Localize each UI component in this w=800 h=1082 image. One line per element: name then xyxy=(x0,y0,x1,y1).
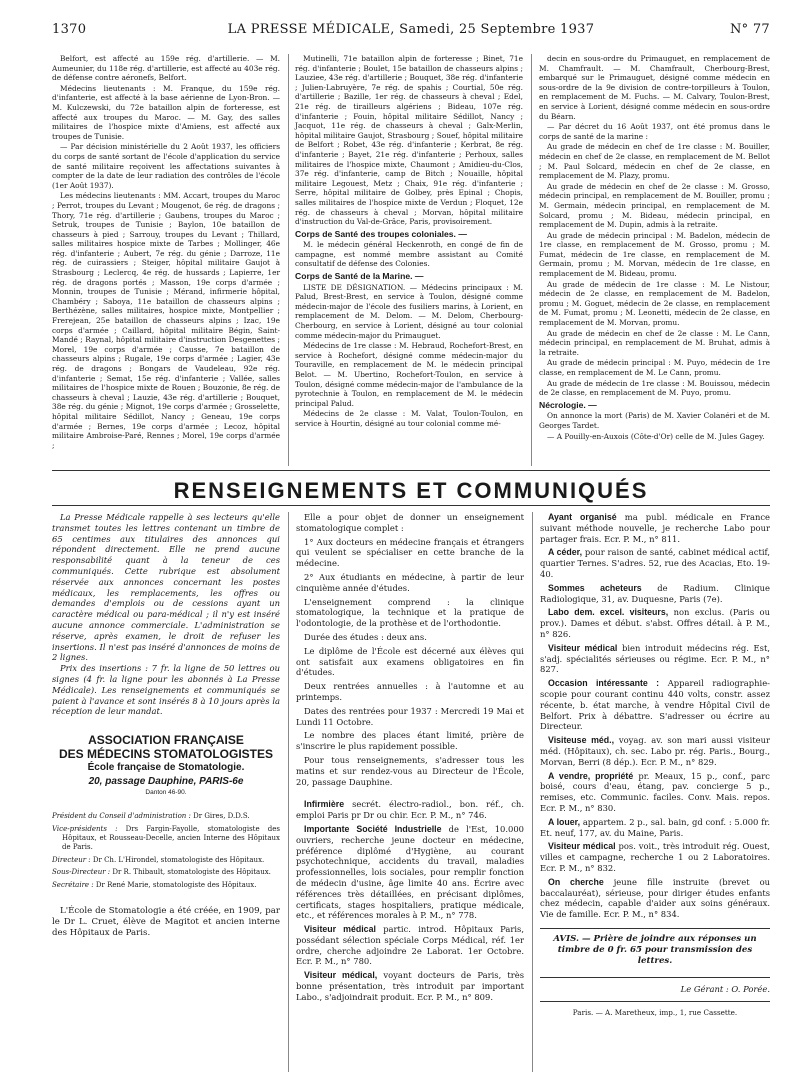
board-name: Drs Fargin-Fayolle, stomatologiste des Hôpitaux, et Rousseau-Decelle, ancien Interne des Hôpitaux de Paris. xyxy=(62,824,280,852)
ad-text: partic. introd. Hôpitaux Paris, possédant sélection spéciale Corps Médical, réf. 1er ordre, cherche adjoindre 2e Laborat. 1er Octobre. Ecr. P. M., n° 780. xyxy=(296,924,524,967)
ad-heading: A louer, xyxy=(548,816,581,827)
notice-paragraph: Prix des insertions : 7 fr. la ligne de 50 lettres ou signes (4 fr. la ligne pour les abonnés à La Presse Médicale). Les renseignements et communiqués se paient à l'avance et sont insérés 8 à 10 jours après la réception de leur mandat. xyxy=(52,663,280,717)
ad-heading: Occasion intéressante : xyxy=(548,678,660,689)
board-name: Dr Ch. L'Hirondel, stomatologiste des Hôpitaux. xyxy=(92,855,265,864)
ad-text: pour raison de santé, cabinet médical actif, quartier Ternes. S'adres. 52, rue des Acacias, Eto. 19-40. xyxy=(540,547,770,579)
ad-text: secrét. électro-radiol., bon. réf., ch. emploi Paris pr Dr ou chir. Ecr. P. M., n° 746. xyxy=(296,799,524,821)
paragraph: 2° Aux étudiants en médecine, à partir de leur cinquième année d'études. xyxy=(296,571,524,593)
paragraph: Durée des études : deux ans. xyxy=(304,631,427,642)
ad-text: voyag. av. son mari aussi visiteur méd. (Hôpitaux), ch. sec. Labo pr. rég. Paris., Bourg., Morvan, Berri (8 dép.). Ecr. P. M., n° 829. xyxy=(540,735,770,767)
ad-heading: Visiteur médical, xyxy=(304,970,378,981)
section-heading-colonial: Corps de Santé des troupes coloniales. — xyxy=(295,228,467,239)
column-3 xyxy=(539,54,770,442)
paragraph: — A Pouilly-en-Auxois (Côte-d'Or) celle de M. Jules Gagey. xyxy=(547,431,765,441)
section-banner: RENSEIGNEMENTS ET COMMUNIQUÉS xyxy=(173,478,649,503)
ad-heading: Visiteur médical xyxy=(304,924,376,935)
classified-ad xyxy=(296,970,524,1002)
paragraph: Au grade de médecin de 1re classe : M. Le Nistour, médecin de 2e classe, en remplacement de M. Badelon, promu ; M. Goguet, médecin de 2e classe, en remplacement de M. Fumat, promu ; M. Leonetti, médecin de 2e classe, en remplacement de M. Morvan, promu. xyxy=(539,279,770,328)
bottom-column-2 xyxy=(296,512,524,1006)
ad-text: voyant docteurs de Paris, très bonne présentation, très introduit par important Labo., s'adjoindrait produit. Ecr. P. M., n° 809. xyxy=(296,970,524,1002)
classified-ad xyxy=(540,583,770,605)
paragraph: LISTE DE DÉSIGNATION. — Médecins principaux : M. Palud, Brest-Brest, en service à Toulon, désigné comme médecin-major de l'école des fusiliers marins, à Lorient, en remplacement de M. Delom. — M. Delom, Cherbourg-Cherbourg, en service à Lorient, désigné au tour colonial comme médecin-major du Primauguet. xyxy=(295,282,523,340)
ad-heading: Visiteuse méd., xyxy=(548,735,615,746)
ad-heading: On cherche xyxy=(548,876,604,887)
board-member xyxy=(52,825,280,853)
section-rule xyxy=(52,470,770,471)
ad-text: non exclus. (Paris ou prov.). Dames et début. s'abst. Offres détail. à P. M., n° 826. xyxy=(540,607,770,639)
ad-heading: Labo dem. excel. visiteurs, xyxy=(548,607,669,618)
column-divider xyxy=(532,512,533,1072)
classified-ad xyxy=(540,547,770,579)
ad-heading: Visiteur médical xyxy=(548,841,616,852)
section-rule xyxy=(52,505,770,506)
paragraph: Mutinelli, 71e bataillon alpin de forteresse ; Binet, 71e rég. d'infanterie ; Boulet, 15e bataillon de chasseurs alpins ; Lauziee, 43e rég. d'artillerie ; Bouquet, 38e rég. d'infanterie ; Julien-Labruyère, 7e rég. de spahis ; Courtial, 50e rég. d'artillerie ; Bazille, 1er rég. de chasseurs à cheval ; Edel, 21e rég. de tirailleurs algériens ; Bideau, 107e rég. d'infanterie ; Fouin, hôpital militaire Sédillot, Nancy ; Jacquot, 11e rég. de chasseurs à cheval ; Galx-Merlin, hôpital militaire Gaujot, Strasbourg ; Souef, hôpital militaire de Belfort ; Robet, 43e rég. d'infanterie ; Kerbrat, 8e rég. d'infanterie ; Bayet, 21e rég. d'infanterie ; Perhoux, salles militaires de l'hospice mixte, Chaumont ; Amidieu-du-Clos, 37e rég. d'infanterie, camp de Bitch ; Nouaille, hôpital militaire Legouest, Metz ; Chaix, 91e rég. d'infanterie ; Serre, hôpital militaire de Golbey, près Epinal ; Chopis, salles militaires de l'hospice mixte de Verdun ; Floquet, 12e rég. de chasseurs à cheval ; Morvan, hôpital militaire d'instruction du Val-de-Grâce, Paris, provisoirement. xyxy=(295,54,523,227)
bottom-column-1 xyxy=(52,512,280,939)
board-role: Vice-présidents : xyxy=(52,824,118,833)
paragraph: — Par décision ministérielle du 2 Août 1937, les officiers du corps de santé sortant de l'école d'application du service de santé militaire reçoivent les affectations suivantes à compter de la date de leur radiation des contrôles de l'école (1er Août 1937). xyxy=(52,142,280,190)
appointments-section xyxy=(52,54,770,466)
issue-number: N° 77 xyxy=(729,22,770,37)
classified-ad xyxy=(540,512,770,544)
paragraph: Belfort, est affecté au 159e rég. d'artillerie. — M. Aumeunier, du 118e rég. d'artillerie, est affecté au 403e rég. de défense contre aéronefs, Belfort. xyxy=(52,54,280,83)
paragraph: Médecins de 1re classe : M. Hebraud, Rochefort-Brest, en service à Rochefort, désigné comme médecin-major du Touraville, en remplacement de M. le médecin principal Belot. — M. Ubertino, Rochefort-Toulon, en service à Toulon, désigné comme médecin-major de l'ambulance de la pyrotechnie à Toulon, en remplacement de M. le médecin principal Palud. xyxy=(295,341,523,408)
printer-line: Paris. — A. Maretheux, imp., 1, rue Cassette. xyxy=(540,1001,770,1019)
paragraph: Médecins lieutenants : M. Franque, du 159e rég. d'infanterie, est affecté à la base aérienne de Lyon-Bron. — M. Kulczewski, du 72e bataillon alpin de forteresse, est affecté aux troupes du Maroc. — M. Gay, des salles militaires de l'hospice mixte d'Amiens, est affecté aux troupes de Tunisie. xyxy=(52,83,280,141)
board-member xyxy=(52,812,280,821)
board-member xyxy=(52,856,280,865)
paragraph: L'enseignement comprend : la clinique stomatologique, la technique et la pratique de l'odontologie, de la prothèse et de l'orthodontie. xyxy=(296,596,524,629)
classified-ad xyxy=(540,841,770,873)
paragraph: M. le médecin général Heckenroth, en congé de fin de campagne, est nommé membre assistant au Comité consultatif de défense des Colonies. xyxy=(295,240,523,269)
school-name: École française de Stomatologie. xyxy=(87,762,245,774)
column-divider xyxy=(288,512,289,1072)
classified-ad xyxy=(540,817,770,839)
classified-ad xyxy=(540,607,770,639)
board-name: Dr Gires, D.D.S. xyxy=(193,812,250,821)
paragraph: Au grade de médecin de 1re classe : M. Bouissou, médecin de 2e classe, en remplacement de M. Puyo, promu. xyxy=(539,378,770,398)
section-heading-necrology: Nécrologie. — xyxy=(539,399,597,410)
column-2 xyxy=(295,54,523,430)
paragraph: — Par décret du 16 Août 1937, ont été promus dans le corps de santé de la marine : xyxy=(539,122,770,141)
journal-title: LA PRESSE MÉDICALE, Samedi, 25 Septembre 1937 xyxy=(227,22,595,37)
classified-ad xyxy=(540,735,770,767)
ad-heading: Infirmière xyxy=(304,799,345,810)
ad-heading: Visiteur médical xyxy=(548,642,618,653)
classified-ad xyxy=(296,824,524,921)
paragraph: Au grade de médecin en chef de 2e classe : M. Le Cann, médecin principal, en remplacement de M. Bruhat, admis à la retraite. xyxy=(539,328,770,357)
column-divider xyxy=(531,54,532,466)
notice-avis: AVIS. — Prière de joindre aux réponses un timbre de 0 fr. 65 pour transmission des lettres. xyxy=(540,928,770,967)
classified-ad xyxy=(296,924,524,967)
ad-text: de Radium. Clinique Radiologique, 31, av. Duquesne, Paris (7e). xyxy=(540,582,770,604)
classified-ad xyxy=(296,799,524,821)
association-heading xyxy=(52,733,280,798)
school-phone: Danton 46-90. xyxy=(145,789,187,797)
classified-ad xyxy=(540,771,770,814)
column-1 xyxy=(52,54,280,451)
paragraph: On annonce la mort (Paris) de M. Xavier Colanéri et de M. Georges Tardet. xyxy=(539,411,770,430)
ad-heading: Ayant organisé xyxy=(548,512,617,522)
page-number: 1370 xyxy=(52,22,87,37)
ad-text: bien introduit médecins rég. Est, s'adj. spécialités sérieuses ou régime. Ecr. P. M., n° 827. xyxy=(540,642,770,675)
school-address: 20, passage Dauphine, PARIS-6e xyxy=(88,776,244,788)
bottom-column-3 xyxy=(540,512,770,1018)
board-name: Dr R. Thibault, stomatologiste des Hôpitaux. xyxy=(112,868,271,877)
association-name: DES MÉDECINS STOMATOLOGISTES xyxy=(58,747,274,762)
paragraph: Pour tous renseignements, s'adresser tous les matins et sur rendez-vous au Directeur de l'École, 20, passage Dauphine. xyxy=(296,754,524,787)
board-role: Sous-Directeur : xyxy=(52,868,111,877)
school-founded: L'École de Stomatologie a été créée, en 1909, par le Dr L. Cruet, élève de Magitot et ancien interne des Hôpitaux de Paris. xyxy=(52,905,280,938)
paragraph: Les médecins lieutenants : MM. Accart, troupes du Maroc ; Perrot, troupes du Levant ; Mougenot, 6e rég. de dragons ; Thory, 71e rég. d'artillerie ; Gaubens, troupes du Maroc ; Setruk, troupes de Tunisie ; Baylon, 10e bataillon de chasseurs à pied ; Sarrouy, troupes du Levant ; Thillard, salles militaires hospice mixte de Tarbes ; Mollinger, 46e rég. d'infanterie ; Aubert, 7e rég. du génie ; Darroze, 11e rég. de cuirassiers ; Steiger, hôpital militaire Gaujot à Strasbourg ; Leclercq, 4e rég. de hussards ; Lapierre, 1er rég. de dragons portés ; Masson, 19e corps d'armée ; Monnin, troupes de Tunisie ; Mérand, infirmerie hôpital, Chambéry ; Saboya, 11e bataillon de chasseurs alpins ; Berthézène, salles militaires, hospice mixte, Montpellier ; Frerejean, 25e bataillon de chasseurs alpins ; Izac, 19e corps d'armée ; Caillard, hôpital militaire Bégin, Saint-Mandé ; Raynal, hôpital militaire d'instruction Desgenettes ; Morel, 19e corps d'armée ; Causse, 7e bataillon de chasseurs alpins ; Rugale, 19e corps d'armée ; Lagier, 43e rég. de dragons ; Bongars de Vaudeleau, 92e rég. d'infanterie ; Semat, 15e rég. d'infanterie ; Vallée, salles militaires de l'hospice mixte de Rouen ; Bouzonie, 8e rég. de chasseurs à cheval ; Lauzie, 43e rég. d'artillerie ; Bouquet, 38e rég. du génie ; Mignot, 19e corps d'armée ; Grosselette, hôpital militaire Sédillot, Nancy ; Geneau, 19e corps d'armée ; Bernes, 19e corps d'armée ; Lecoz, hôpital militaire Ambroise-Paré, Rennes ; Morel, 19e corps d'armée ; xyxy=(52,191,280,450)
ad-text: pr. Meaux, 15 p., conf., parc boisé, cours d'eau, étang, pav. concierge 5 p., remises, etc. Communic. faciles. Conv. Mais. repos. Ecr. P. M., n° 830. xyxy=(540,770,770,813)
board-role: Président du Conseil d'administration : xyxy=(52,812,191,821)
paragraph: 1° Aux docteurs en médecine français et étrangers qui veulent se spécialiser en cette branche de la médecine. xyxy=(296,536,524,569)
association-name: ASSOCIATION FRANÇAISE xyxy=(88,733,244,748)
school-description xyxy=(296,512,524,787)
section-heading-marine: Corps de Santé de la Marine. — xyxy=(295,271,424,282)
classifieds-section xyxy=(52,512,770,1072)
paragraph: Au grade de médecin en chef de 2e classe : M. Grosso, médecin principal, en remplacement de M. Bouiller, promu ; M. Germain, médecin principal, en remplacement de M. Solcard, promu ; M. Bideau, médecin principal, en remplacement de M. Dupin, admis à la retraite. xyxy=(539,181,770,230)
ad-heading: A vendre, propriété xyxy=(548,770,634,781)
ad-text: jeune fille instruite (brevet ou baccalauréat), sérieuse, pour diriger études enfants chez médecin, capable d'aider aux soins généraux. Vie de famille. Ecr. P. M., n° 834. xyxy=(540,876,770,920)
paragraph: Au grade de médecin principal : M. Badelon, médecin de 1re classe, en remplacement de M. Grosso, promu ; M. Fumat, médecin de 1re classe, en remplacement de M. Germain, promu ; M. Morvan, médecin de 1re classe, en remplacement de M. Bideau, promu. xyxy=(539,230,770,279)
classified-ad xyxy=(540,877,770,920)
board-name: Dr René Marie, stomatologiste des Hôpitaux. xyxy=(95,880,257,889)
paragraph: Dates des rentrées pour 1937 : Mercredi 19 Mai et Lundi 11 Octobre. xyxy=(296,705,524,727)
ad-heading: A céder, xyxy=(548,547,583,558)
classified-ad xyxy=(540,643,770,675)
board-role: Directeur : xyxy=(52,855,91,864)
column-divider xyxy=(288,54,289,466)
ad-text: Appareil radiographie-scopie pour courant continu 440 volts, constr. assez récente, b. état marche, à vendre Hôpital Civil de Belfort. Prix à débattre. S'adresser ou écrire au Directeur. xyxy=(540,678,770,732)
ad-text: ma publ. médicale en France suivant méthode nouvelle, je recherche Labo pour partager frais. Ecr. P. M., n° 811. xyxy=(540,512,770,544)
board-member xyxy=(52,881,280,890)
paragraph: Au grade de médecin principal : M. Puyo, médecin de 1re classe, en remplacement de M. Le Cann, promu. xyxy=(539,358,770,377)
ad-heading: Importante Société Industrielle xyxy=(304,823,442,834)
paragraph: decin en sous-ordre du Primauguet, en remplacement de M. Chamfrault. — M. Chamfrault, Cherbourg-Brest, embarqué sur le Primauguet, désigné comme médecin en sous-ordre de la 9e division de contre-torpilleurs à Toulon, en remplacement de M. Fuchs. — M. Calvary, Toulon-Brest, en service à Lorient, désigné comme médecin en sous-ordre du Béarn. xyxy=(539,54,770,121)
paragraph: Elle a pour objet de donner un enseignement stomatologique complet : xyxy=(296,512,524,533)
ad-text: pos. voit., très introduit rég. Ouest, villes et campagne, recherche 1 ou 2 Laboratoires. Ecr. P. M., n° 832. xyxy=(540,841,770,873)
board-member xyxy=(52,868,280,877)
paragraph: Le diplôme de l'École est décerné aux élèves qui ont satisfait aux examens obligatoires en fin d'études. xyxy=(296,645,524,678)
notice-paragraph: La Presse Médicale rappelle à ses lecteurs qu'elle transmet toutes les lettres contenant un timbre de 65 centimes aux titulaires des annonces qui répondent directement. Elle ne prend aucune responsabilité quant à la teneur de ces communiqués. Cette rubrique est absolument réservée aux annonces concernant les postes médicaux, les remplacements, les offres ou demandes d'emplois ou de cessions ayant un caractère médical ou para-médical ; il n'y est inséré aucune annonce commerciale. L'administration se réserve, après examen, le droit de refuser les insertions. Il n'est pas inséré d'annonces de moins de 2 lignes. xyxy=(52,512,280,663)
gerant-line: Le Gérant : O. Porée. xyxy=(540,977,770,995)
ad-text: appartem. 2 p., sal. bain, gd conf. : 5.000 fr. Et. neuf, 177, av. du Maine, Paris. xyxy=(540,816,770,838)
page-header xyxy=(52,22,770,44)
board-role: Secrétaire : xyxy=(52,880,94,889)
paragraph: Deux rentrées annuelles : à l'automne et au printemps. xyxy=(296,681,524,702)
paragraph: Médecins de 2e classe : M. Valat, Toulon-Toulon, en service à Hourtin, désigné au tour colonial comme mé- xyxy=(295,409,523,428)
board-list xyxy=(52,812,280,890)
paragraph: Au grade de médecin en chef de 1re classe : M. Bouiller, médecin en chef de 2e classe, en remplacement de M. Bellot ; M. Paul Solcard, médecin en chef de 2e classe, en remplacement de M. Plazy, promu. xyxy=(539,142,770,181)
classified-ad xyxy=(540,678,770,732)
ad-heading: Sommes acheteurs xyxy=(548,582,642,593)
ad-text: de l'Est, 10.000 ouvriers, recherche jeune docteur en médecine, préférence diplômé d'Hygiène, au courant psychotechnique, accidents du travail, maladies professionnelles, lois sociales, pour remplir fonction de médecin d'usine, âge limite 40 ans. Écrire avec références très détaillées, en précisant diplômes, certificats, stages hospitaliers, pratique médicale, etc., et références morales à P. M., n° 778. xyxy=(296,823,524,921)
paragraph: Le nombre des places étant limité, prière de s'inscrire le plus rapidement possible. xyxy=(296,730,524,752)
